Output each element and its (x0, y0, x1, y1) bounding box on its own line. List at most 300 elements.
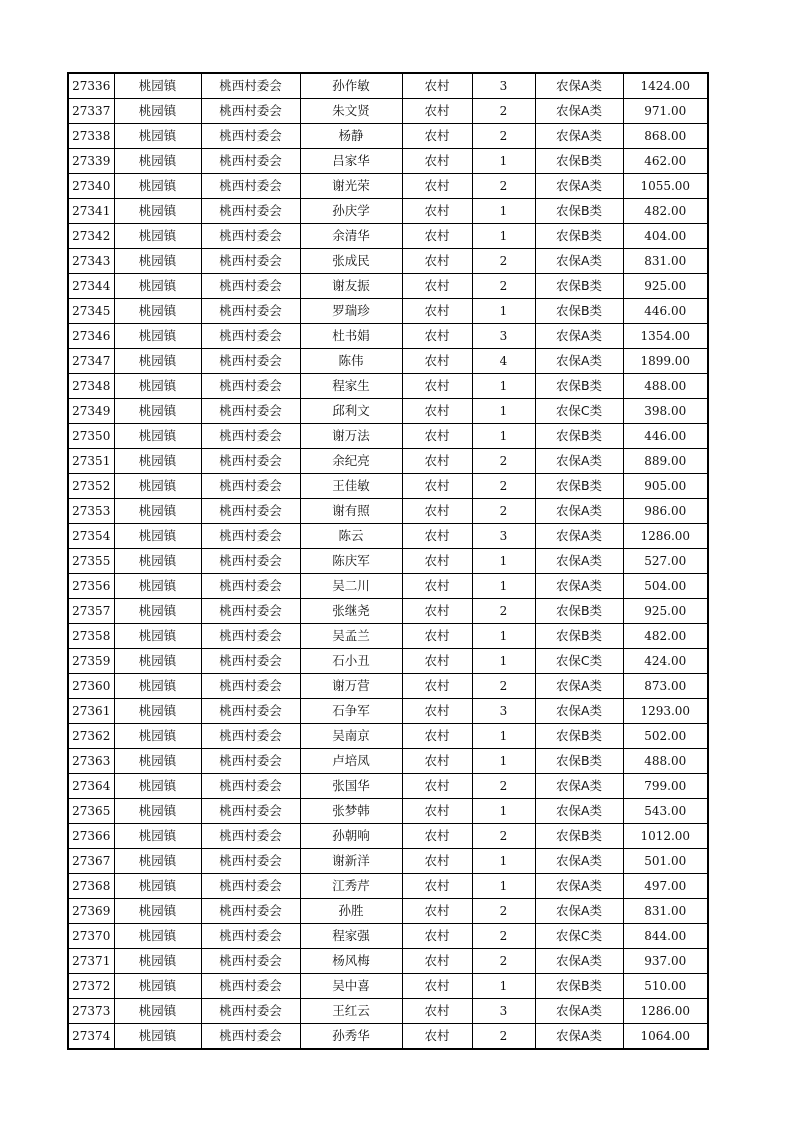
area-type-cell: 农村 (402, 874, 472, 899)
town-cell: 桃园镇 (114, 824, 201, 849)
insurance-category-cell: 农保B类 (535, 274, 623, 299)
name-cell: 陈伟 (300, 349, 402, 374)
town-cell: 桃园镇 (114, 849, 201, 874)
insurance-category-cell: 农保B类 (535, 299, 623, 324)
table-row (68, 549, 708, 574)
name-cell: 卢培凤 (300, 749, 402, 774)
amount-cell: 462.00 (623, 149, 708, 174)
record-id-cell: 27368 (68, 874, 114, 899)
area-type-cell: 农村 (402, 399, 472, 424)
amount-cell: 404.00 (623, 224, 708, 249)
area-type-cell: 农村 (402, 224, 472, 249)
town-cell: 桃园镇 (114, 874, 201, 899)
table-row (68, 949, 708, 974)
household-size-cell: 1 (472, 549, 535, 574)
table-row (68, 274, 708, 299)
household-size-cell: 3 (472, 999, 535, 1024)
area-type-cell: 农村 (402, 999, 472, 1024)
village-committee-cell: 桃西村委会 (201, 724, 300, 749)
household-size-cell: 1 (472, 849, 535, 874)
insurance-category-cell: 农保A类 (535, 674, 623, 699)
household-size-cell: 3 (472, 73, 535, 99)
name-cell: 谢友振 (300, 274, 402, 299)
insurance-category-cell: 农保A类 (535, 699, 623, 724)
household-size-cell: 2 (472, 1024, 535, 1050)
town-cell: 桃园镇 (114, 299, 201, 324)
area-type-cell: 农村 (402, 799, 472, 824)
household-size-cell: 2 (472, 899, 535, 924)
amount-cell: 527.00 (623, 549, 708, 574)
record-id-cell: 27369 (68, 899, 114, 924)
name-cell: 罗瑞珍 (300, 299, 402, 324)
town-cell: 桃园镇 (114, 999, 201, 1024)
area-type-cell: 农村 (402, 124, 472, 149)
village-committee-cell: 桃西村委会 (201, 849, 300, 874)
table-row (68, 474, 708, 499)
town-cell: 桃园镇 (114, 149, 201, 174)
area-type-cell: 农村 (402, 274, 472, 299)
village-committee-cell: 桃西村委会 (201, 199, 300, 224)
village-committee-cell: 桃西村委会 (201, 774, 300, 799)
name-cell: 陈云 (300, 524, 402, 549)
area-type-cell: 农村 (402, 299, 472, 324)
amount-cell: 1899.00 (623, 349, 708, 374)
name-cell: 张成民 (300, 249, 402, 274)
village-committee-cell: 桃西村委会 (201, 324, 300, 349)
area-type-cell: 农村 (402, 649, 472, 674)
amount-cell: 937.00 (623, 949, 708, 974)
household-size-cell: 1 (472, 574, 535, 599)
name-cell: 吕家华 (300, 149, 402, 174)
name-cell: 吴南京 (300, 724, 402, 749)
village-committee-cell: 桃西村委会 (201, 249, 300, 274)
household-size-cell: 1 (472, 149, 535, 174)
household-size-cell: 1 (472, 224, 535, 249)
amount-cell: 510.00 (623, 974, 708, 999)
household-size-cell: 2 (472, 949, 535, 974)
table-row (68, 974, 708, 999)
table-row (68, 1024, 708, 1050)
area-type-cell: 农村 (402, 624, 472, 649)
town-cell: 桃园镇 (114, 649, 201, 674)
village-committee-cell: 桃西村委会 (201, 949, 300, 974)
area-type-cell: 农村 (402, 724, 472, 749)
area-type-cell: 农村 (402, 349, 472, 374)
data-table (67, 72, 709, 1050)
household-size-cell: 2 (472, 99, 535, 124)
area-type-cell: 农村 (402, 849, 472, 874)
insurance-category-cell: 农保B类 (535, 149, 623, 174)
record-id-cell: 27344 (68, 274, 114, 299)
record-id-cell: 27363 (68, 749, 114, 774)
name-cell: 张国华 (300, 774, 402, 799)
village-committee-cell: 桃西村委会 (201, 874, 300, 899)
town-cell: 桃园镇 (114, 199, 201, 224)
village-committee-cell: 桃西村委会 (201, 624, 300, 649)
table-row (68, 849, 708, 874)
table-row (68, 499, 708, 524)
amount-cell: 1424.00 (623, 73, 708, 99)
insurance-category-cell: 农保A类 (535, 1024, 623, 1050)
town-cell: 桃园镇 (114, 349, 201, 374)
insurance-category-cell: 农保B类 (535, 749, 623, 774)
town-cell: 桃园镇 (114, 924, 201, 949)
amount-cell: 497.00 (623, 874, 708, 899)
insurance-category-cell: 农保A类 (535, 349, 623, 374)
amount-cell: 501.00 (623, 849, 708, 874)
insurance-category-cell: 农保B类 (535, 474, 623, 499)
record-id-cell: 27347 (68, 349, 114, 374)
town-cell: 桃园镇 (114, 624, 201, 649)
record-id-cell: 27371 (68, 949, 114, 974)
amount-cell: 889.00 (623, 449, 708, 474)
table-row (68, 999, 708, 1024)
record-id-cell: 27360 (68, 674, 114, 699)
insurance-category-cell: 农保A类 (535, 549, 623, 574)
record-id-cell: 27355 (68, 549, 114, 574)
name-cell: 杨风梅 (300, 949, 402, 974)
area-type-cell: 农村 (402, 549, 472, 574)
table-row (68, 624, 708, 649)
record-id-cell: 27345 (68, 299, 114, 324)
village-committee-cell: 桃西村委会 (201, 299, 300, 324)
record-id-cell: 27370 (68, 924, 114, 949)
area-type-cell: 农村 (402, 599, 472, 624)
table-row (68, 774, 708, 799)
amount-cell: 1286.00 (623, 999, 708, 1024)
household-size-cell: 4 (472, 349, 535, 374)
village-committee-cell: 桃西村委会 (201, 749, 300, 774)
town-cell: 桃园镇 (114, 749, 201, 774)
amount-cell: 446.00 (623, 424, 708, 449)
name-cell: 余清华 (300, 224, 402, 249)
name-cell: 程家强 (300, 924, 402, 949)
area-type-cell: 农村 (402, 424, 472, 449)
table-row (68, 124, 708, 149)
table-row (68, 649, 708, 674)
insurance-category-cell: 农保A类 (535, 249, 623, 274)
area-type-cell: 农村 (402, 674, 472, 699)
village-committee-cell: 桃西村委会 (201, 499, 300, 524)
record-id-cell: 27342 (68, 224, 114, 249)
insurance-category-cell: 农保A类 (535, 174, 623, 199)
record-id-cell: 27348 (68, 374, 114, 399)
insurance-category-cell: 农保A类 (535, 73, 623, 99)
amount-cell: 446.00 (623, 299, 708, 324)
village-committee-cell: 桃西村委会 (201, 799, 300, 824)
household-size-cell: 2 (472, 924, 535, 949)
town-cell: 桃园镇 (114, 699, 201, 724)
household-size-cell: 1 (472, 374, 535, 399)
amount-cell: 482.00 (623, 624, 708, 649)
village-committee-cell: 桃西村委会 (201, 474, 300, 499)
insurance-category-cell: 农保C类 (535, 649, 623, 674)
insurance-category-cell: 农保B类 (535, 374, 623, 399)
area-type-cell: 农村 (402, 774, 472, 799)
table-row (68, 449, 708, 474)
amount-cell: 971.00 (623, 99, 708, 124)
area-type-cell: 农村 (402, 1024, 472, 1050)
amount-cell: 1012.00 (623, 824, 708, 849)
insurance-category-cell: 农保A类 (535, 849, 623, 874)
village-committee-cell: 桃西村委会 (201, 699, 300, 724)
record-id-cell: 27361 (68, 699, 114, 724)
table-row (68, 424, 708, 449)
table-row (68, 299, 708, 324)
village-committee-cell: 桃西村委会 (201, 349, 300, 374)
amount-cell: 424.00 (623, 649, 708, 674)
record-id-cell: 27366 (68, 824, 114, 849)
amount-cell: 925.00 (623, 274, 708, 299)
town-cell: 桃园镇 (114, 274, 201, 299)
amount-cell: 873.00 (623, 674, 708, 699)
town-cell: 桃园镇 (114, 374, 201, 399)
amount-cell: 502.00 (623, 724, 708, 749)
insurance-category-cell: 农保B类 (535, 424, 623, 449)
name-cell: 吴中喜 (300, 974, 402, 999)
insurance-category-cell: 农保B类 (535, 224, 623, 249)
area-type-cell: 农村 (402, 974, 472, 999)
amount-cell: 986.00 (623, 499, 708, 524)
record-id-cell: 27337 (68, 99, 114, 124)
table-row (68, 149, 708, 174)
town-cell: 桃园镇 (114, 324, 201, 349)
household-size-cell: 3 (472, 324, 535, 349)
household-size-cell: 2 (472, 274, 535, 299)
area-type-cell: 农村 (402, 199, 472, 224)
amount-cell: 1064.00 (623, 1024, 708, 1050)
area-type-cell: 农村 (402, 174, 472, 199)
village-committee-cell: 桃西村委会 (201, 449, 300, 474)
town-cell: 桃园镇 (114, 724, 201, 749)
town-cell: 桃园镇 (114, 499, 201, 524)
table-row (68, 199, 708, 224)
record-id-cell: 27340 (68, 174, 114, 199)
household-size-cell: 1 (472, 724, 535, 749)
insurance-category-cell: 农保A类 (535, 99, 623, 124)
amount-cell: 831.00 (623, 899, 708, 924)
household-size-cell: 1 (472, 974, 535, 999)
name-cell: 石小丑 (300, 649, 402, 674)
household-size-cell: 2 (472, 174, 535, 199)
town-cell: 桃园镇 (114, 774, 201, 799)
record-id-cell: 27372 (68, 974, 114, 999)
name-cell: 石争军 (300, 699, 402, 724)
name-cell: 吴孟兰 (300, 624, 402, 649)
village-committee-cell: 桃西村委会 (201, 1024, 300, 1050)
insurance-category-cell: 农保B类 (535, 724, 623, 749)
town-cell: 桃园镇 (114, 174, 201, 199)
amount-cell: 1286.00 (623, 524, 708, 549)
insurance-category-cell: 农保A类 (535, 324, 623, 349)
village-committee-cell: 桃西村委会 (201, 649, 300, 674)
village-committee-cell: 桃西村委会 (201, 824, 300, 849)
table-row (68, 599, 708, 624)
record-id-cell: 27352 (68, 474, 114, 499)
record-id-cell: 27374 (68, 1024, 114, 1050)
name-cell: 谢光荣 (300, 174, 402, 199)
amount-cell: 1293.00 (623, 699, 708, 724)
table-row (68, 73, 708, 99)
insurance-category-cell: 农保A类 (535, 574, 623, 599)
name-cell: 杨静 (300, 124, 402, 149)
insurance-category-cell: 农保A类 (535, 124, 623, 149)
insurance-category-cell: 农保B类 (535, 199, 623, 224)
area-type-cell: 农村 (402, 924, 472, 949)
table-row (68, 374, 708, 399)
village-committee-cell: 桃西村委会 (201, 149, 300, 174)
area-type-cell: 农村 (402, 699, 472, 724)
insurance-category-cell: 农保A类 (535, 449, 623, 474)
area-type-cell: 农村 (402, 99, 472, 124)
town-cell: 桃园镇 (114, 124, 201, 149)
amount-cell: 543.00 (623, 799, 708, 824)
name-cell: 孙秀华 (300, 1024, 402, 1050)
record-id-cell: 27341 (68, 199, 114, 224)
table-row (68, 899, 708, 924)
table-row (68, 724, 708, 749)
insurance-category-cell: 农保B类 (535, 974, 623, 999)
area-type-cell: 农村 (402, 149, 472, 174)
town-cell: 桃园镇 (114, 674, 201, 699)
area-type-cell: 农村 (402, 899, 472, 924)
amount-cell: 1055.00 (623, 174, 708, 199)
amount-cell: 398.00 (623, 399, 708, 424)
village-committee-cell: 桃西村委会 (201, 374, 300, 399)
area-type-cell: 农村 (402, 949, 472, 974)
village-committee-cell: 桃西村委会 (201, 549, 300, 574)
amount-cell: 488.00 (623, 374, 708, 399)
table-row (68, 524, 708, 549)
table-row (68, 99, 708, 124)
name-cell: 张继尧 (300, 599, 402, 624)
record-id-cell: 27357 (68, 599, 114, 624)
record-id-cell: 27351 (68, 449, 114, 474)
record-id-cell: 27362 (68, 724, 114, 749)
record-id-cell: 27343 (68, 249, 114, 274)
insurance-category-cell: 农保C类 (535, 399, 623, 424)
insurance-category-cell: 农保A类 (535, 499, 623, 524)
insurance-category-cell: 农保B类 (535, 624, 623, 649)
area-type-cell: 农村 (402, 749, 472, 774)
area-type-cell: 农村 (402, 73, 472, 99)
record-id-cell: 27367 (68, 849, 114, 874)
name-cell: 王红云 (300, 999, 402, 1024)
insurance-category-cell: 农保A类 (535, 774, 623, 799)
village-committee-cell: 桃西村委会 (201, 599, 300, 624)
town-cell: 桃园镇 (114, 449, 201, 474)
table-row (68, 674, 708, 699)
insurance-category-cell: 农保C类 (535, 924, 623, 949)
village-committee-cell: 桃西村委会 (201, 999, 300, 1024)
record-id-cell: 27336 (68, 73, 114, 99)
village-committee-cell: 桃西村委会 (201, 99, 300, 124)
name-cell: 吴二川 (300, 574, 402, 599)
town-cell: 桃园镇 (114, 799, 201, 824)
area-type-cell: 农村 (402, 499, 472, 524)
household-size-cell: 1 (472, 749, 535, 774)
town-cell: 桃园镇 (114, 249, 201, 274)
name-cell: 孙胜 (300, 899, 402, 924)
household-size-cell: 3 (472, 699, 535, 724)
name-cell: 孙朝响 (300, 824, 402, 849)
name-cell: 谢万营 (300, 674, 402, 699)
household-size-cell: 1 (472, 874, 535, 899)
household-size-cell: 2 (472, 599, 535, 624)
amount-cell: 504.00 (623, 574, 708, 599)
village-committee-cell: 桃西村委会 (201, 274, 300, 299)
name-cell: 张梦韩 (300, 799, 402, 824)
household-size-cell: 1 (472, 624, 535, 649)
insurance-category-cell: 农保B类 (535, 824, 623, 849)
insurance-category-cell: 农保A类 (535, 899, 623, 924)
town-cell: 桃园镇 (114, 549, 201, 574)
village-committee-cell: 桃西村委会 (201, 124, 300, 149)
household-size-cell: 2 (472, 249, 535, 274)
insurance-category-cell: 农保A类 (535, 949, 623, 974)
area-type-cell: 农村 (402, 374, 472, 399)
town-cell: 桃园镇 (114, 73, 201, 99)
area-type-cell: 农村 (402, 249, 472, 274)
name-cell: 谢万法 (300, 424, 402, 449)
name-cell: 谢有照 (300, 499, 402, 524)
village-committee-cell: 桃西村委会 (201, 924, 300, 949)
village-committee-cell: 桃西村委会 (201, 524, 300, 549)
name-cell: 孙作敏 (300, 73, 402, 99)
record-id-cell: 27350 (68, 424, 114, 449)
table-row (68, 874, 708, 899)
household-size-cell: 1 (472, 424, 535, 449)
household-size-cell: 2 (472, 474, 535, 499)
insurance-category-cell: 农保B类 (535, 599, 623, 624)
table-row (68, 924, 708, 949)
table-row (68, 824, 708, 849)
amount-cell: 868.00 (623, 124, 708, 149)
table-row (68, 349, 708, 374)
town-cell: 桃园镇 (114, 949, 201, 974)
table-row (68, 574, 708, 599)
amount-cell: 482.00 (623, 199, 708, 224)
name-cell: 谢新洋 (300, 849, 402, 874)
name-cell: 孙庆学 (300, 199, 402, 224)
household-size-cell: 1 (472, 199, 535, 224)
table-row (68, 224, 708, 249)
household-size-cell: 1 (472, 299, 535, 324)
town-cell: 桃园镇 (114, 899, 201, 924)
record-id-cell: 27364 (68, 774, 114, 799)
household-size-cell: 1 (472, 649, 535, 674)
table-row (68, 699, 708, 724)
insurance-category-cell: 农保A类 (535, 999, 623, 1024)
name-cell: 杜书娟 (300, 324, 402, 349)
area-type-cell: 农村 (402, 449, 472, 474)
name-cell: 余纪亮 (300, 449, 402, 474)
table-row (68, 324, 708, 349)
name-cell: 陈庆军 (300, 549, 402, 574)
household-size-cell: 3 (472, 524, 535, 549)
village-committee-cell: 桃西村委会 (201, 424, 300, 449)
town-cell: 桃园镇 (114, 224, 201, 249)
household-size-cell: 2 (472, 449, 535, 474)
village-committee-cell: 桃西村委会 (201, 399, 300, 424)
amount-cell: 488.00 (623, 749, 708, 774)
amount-cell: 925.00 (623, 599, 708, 624)
household-size-cell: 1 (472, 799, 535, 824)
household-size-cell: 2 (472, 774, 535, 799)
table-row (68, 249, 708, 274)
area-type-cell: 农村 (402, 324, 472, 349)
amount-cell: 799.00 (623, 774, 708, 799)
